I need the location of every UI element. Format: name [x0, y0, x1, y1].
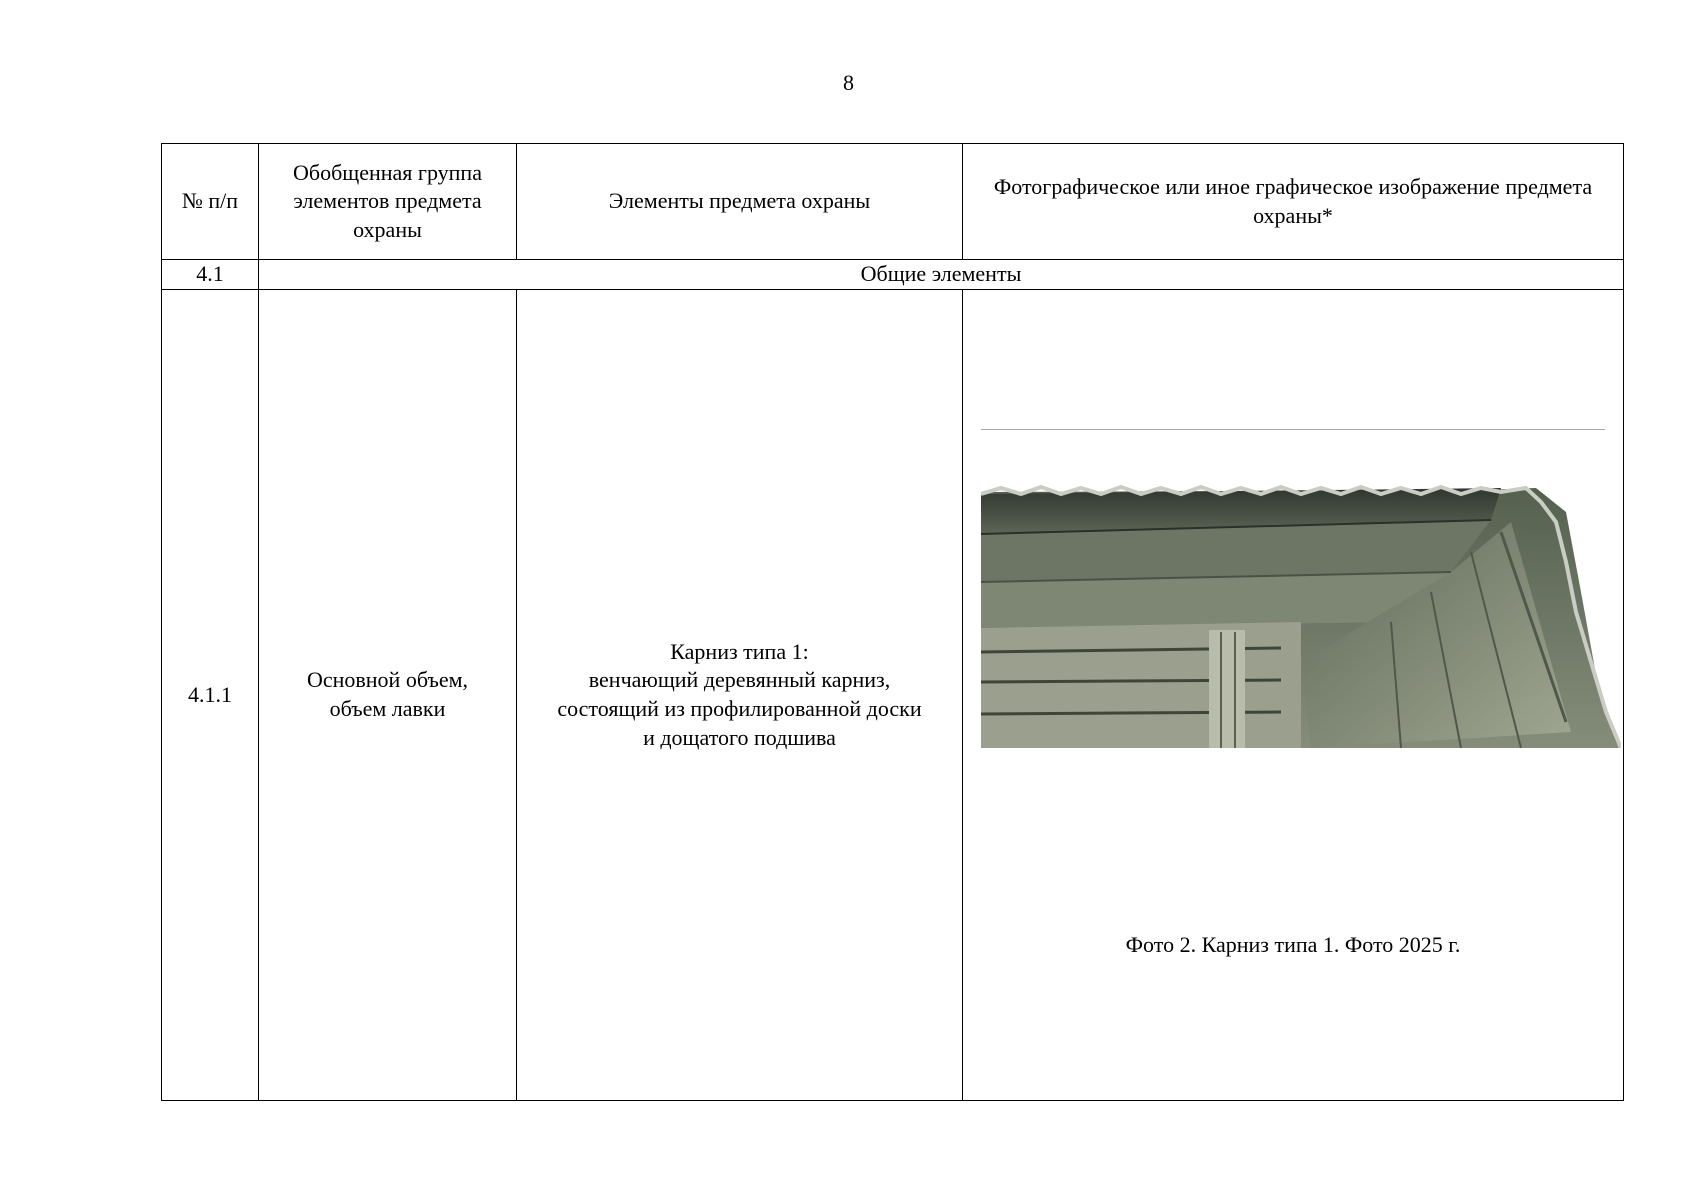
section-row: [162, 260, 1624, 290]
row-num: 4.1.1: [162, 290, 259, 1101]
photo-divider: [981, 429, 1605, 430]
cornice-photo: [981, 452, 1621, 748]
photo-container: [971, 290, 1615, 1100]
table-header-row: [162, 144, 1624, 260]
row-group: Основной объем, объем лавки: [259, 290, 517, 1101]
header-elements: Элементы предмета охраны: [517, 144, 963, 260]
page-number: 8: [843, 70, 854, 95]
section-num: 4.1: [162, 260, 259, 290]
table-row: [162, 290, 1624, 1101]
photo-caption: Фото 2. Карниз типа 1. Фото 2025 г.: [1125, 932, 1461, 957]
row-photo-cell: [963, 290, 1624, 1101]
section-title: Общие элементы: [259, 260, 1624, 290]
header-num: № п/п: [162, 144, 259, 260]
header-photo: Фотографическое или иное графическое изображение предмета охраны*: [963, 144, 1624, 260]
row-elements: Карниз типа 1: венчающий деревянный карниз, состоящий из профилированной доски и дощатого подшива: [517, 290, 963, 1101]
header-group: Обобщенная группа элементов предмета охраны: [259, 144, 517, 260]
protection-subject-table: [161, 143, 1624, 1101]
